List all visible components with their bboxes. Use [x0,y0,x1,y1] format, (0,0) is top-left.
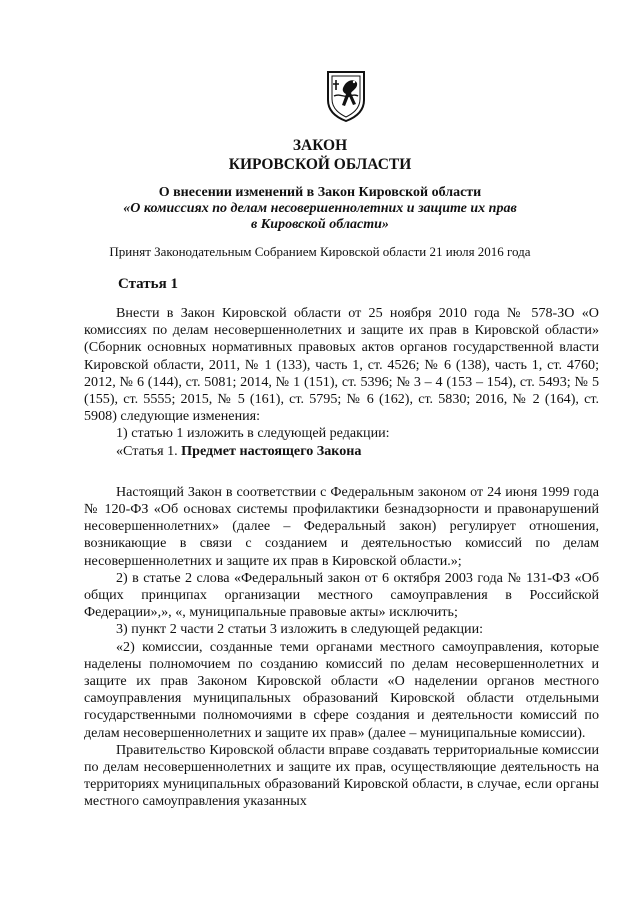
article-1-title: Предмет настоящего Закона [181,442,362,459]
paragraph-item-3: 3) пункт 2 части 2 статьи 3 изложить в следующей редакции: [116,621,484,638]
article-heading: Статья 1 [118,276,178,292]
paragraph-article-1-text: Настоящий Закон в соответствии с Федеральным законом от 24 июня 1999 года № 120-ФЗ «Об основах системы профилактики безнадзорности и правонарушений несовершеннолетних» (далее – Федеральный закон) регулирует отношения, возникающие в связи с созданием и деятельностью комиссий по делам несовершеннолетних и защите их прав в Кировской области.»; [84,483,599,569]
paragraph-item-2: 2) в статье 2 слова «Федеральный закон от 6 октября 2003 года № 131-ФЗ «Об общих принципах организации местного самоуправления в Российской Федерации»,», «, муниципальные правовые акты» исключить; [84,569,599,621]
paragraph-item-3-text: «2) комиссии, созданные теми органами местного самоуправления, которые наделены полномочием по созданию комиссий по делам несовершеннолетних и защите их прав Законом Кировской области «О наделении органов местного самоуправления муниципальных образований Кировской области отдельными государственными полномочиями в сфере создания и деятельности комиссий по делам несовершеннолетних и защите их прав» (далее – муниципальные комиссии). [84,638,599,741]
coat-of-arms-emblem [324,66,368,122]
law-title-line2: КИРОВСКОЙ ОБЛАСТИ [228,156,412,173]
paragraph-article-1-title [84,443,599,460]
paragraph-intro: Внести в Закон Кировской области от 25 ноября 2010 года № 578-ЗО «О комиссиях по делам несовершеннолетних и защите их прав в Кировской области» (Сборник основных нормативных правовых актов органов государственной власти Кировской области, 2011, № 1 (133), часть 1, ст. 4526; № 6 (138), часть 1, ст. 4760; 2012, № 6 (144), ст. 5081; 2014, № 1 (151), ст. 5396; № 3 – 4 (153 – 154), ст. 5493; № 5 (155), ст. 5555; 2015, № 5 (161), ст. 5795; № 6 (162), ст. 5830; 2016, № 2 (164), ст. 5908) следующие изменения: [84,305,599,425]
paragraph-government: Правительство Кировской области вправе создавать территориальные комиссии по делам несовершеннолетних и защите их прав, осуществляющие деятельность на территориях муниципальных образований Кировской области, в случае, если органы местного самоуправления указанных [84,741,599,810]
law-subject [60,185,580,233]
article-1-prefix: «Статья 1. [116,442,182,459]
law-title-line1: ЗАКОН [292,137,348,154]
adoption-line: Принят Законодательным Собранием Кировской области 21 июля 2016 года [109,244,531,259]
subject-line3: в Кировской области» [251,217,389,232]
subject-line2: «О комиссиях по делам несовершеннолетних и защите их прав [123,201,517,216]
law-title [0,136,640,174]
article-body [84,305,599,811]
paragraph-item-1: 1) статью 1 изложить в следующей редакции: [116,425,390,442]
subject-line1: О внесении изменений в Закон Кировской области [158,185,482,200]
